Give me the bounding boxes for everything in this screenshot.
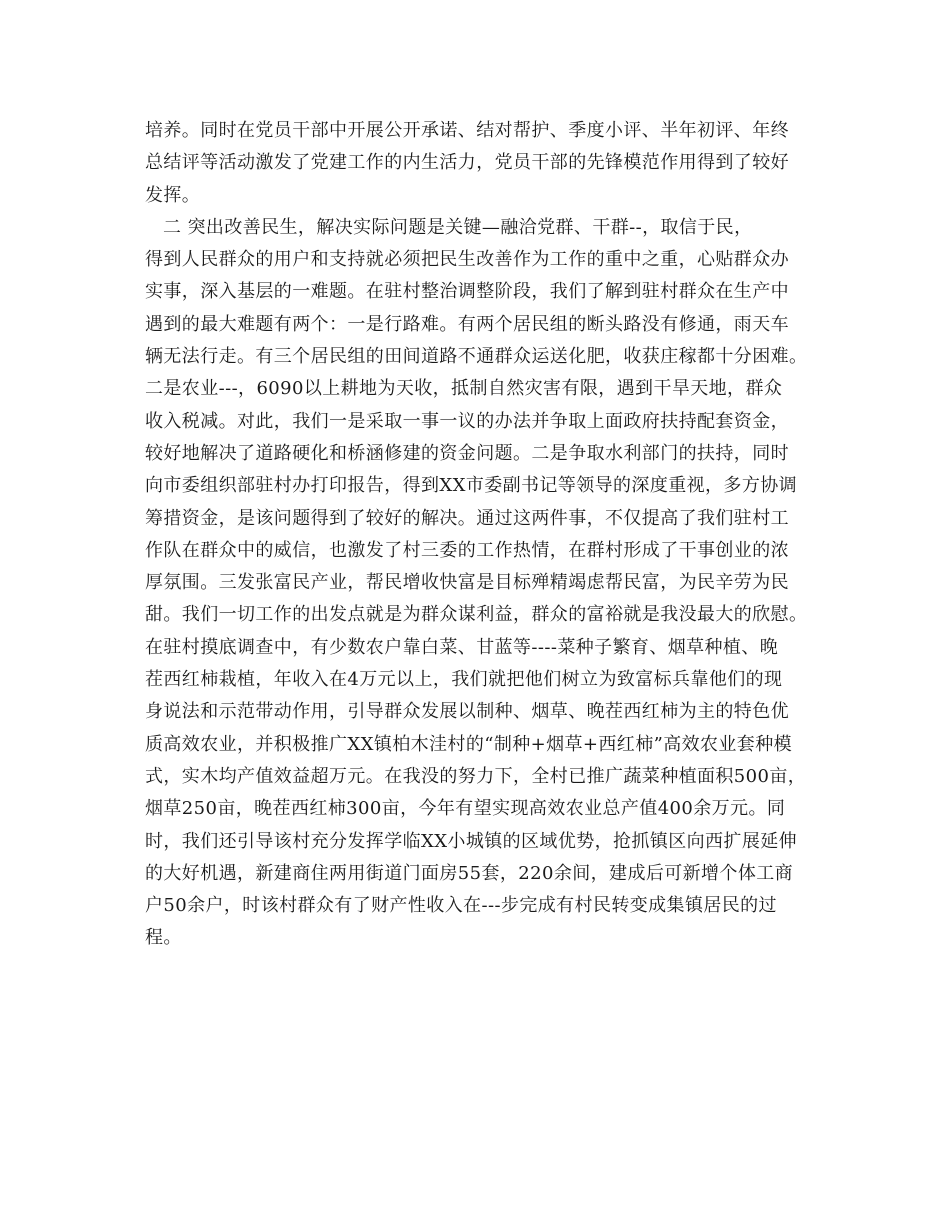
text-line: 式，实木均产值效益超万元。在我没的努力下，全村已推广蔬菜种植面积500亩， xyxy=(145,765,807,787)
text-line: 向市委组织部驻村办打印报告，得到XX市委副书记等领导的深度重视，多方协调 xyxy=(145,475,798,497)
text-line: 茬西红柿栽植，年收入在4万元以上，我们就把他们树立为致富标兵靠他们的现 xyxy=(145,669,783,691)
text-line: 得到人民群众的用户和支持就必须把民生改善作为工作的重中之重，心贴群众办 xyxy=(145,249,789,271)
text-line: 筹措资金，是该问题得到了较好的解决。通过这两件事，不仅提高了我们驻村工 xyxy=(145,507,789,529)
text-line: 作队在群众中的威信，也激发了村三委的工作热情，在群村形成了干事创业的浓 xyxy=(145,539,789,561)
text-line: 总结评等活动激发了党建工作的内生活力，党员干部的先锋模范作用得到了较好 xyxy=(145,152,789,174)
text-line: 程。 xyxy=(145,927,182,949)
text-line: 的大好机遇，新建商住两用街道门面房55套，220余间，建成后可新增个体工商 xyxy=(145,862,794,884)
text-line: 质高效农业，并积极推广XX镇柏木洼村的“制种+烟草+西红柿”高效农业套种模 xyxy=(145,733,792,755)
text-line: 实事，深入基层的一难题。在驻村整治调整阶段，我们了解到驻村群众在生产中 xyxy=(145,281,789,303)
text-line: 烟草250亩，晚茬西红柿300亩，今年有望实现高效农业总产值400余万元。同 xyxy=(145,798,786,820)
text-line: 收入税减。对此，我们一是采取一事一议的办法并争取上面政府扶持配套资金， xyxy=(145,410,789,432)
text-line: 户50余户，时该村群众有了财产性收入在---步完成有村民转变成集镇居民的过 xyxy=(145,895,777,917)
text-line: 厚氛围。三发张富民产业，帮民增收快富是目标殚精竭虑帮民富，为民辛劳为民 xyxy=(145,572,789,594)
section-heading-line: 二 突出改善民生，解决实际问题是关键—融洽党群、干群--，取信于民， xyxy=(163,216,753,238)
text-line: 发挥。 xyxy=(145,184,201,206)
text-line: 身说法和示范带动作用，引导群众发展以制种、烟草、晚茬西红柿为主的特色优 xyxy=(145,701,789,723)
body-text xyxy=(145,115,815,955)
text-line: 时，我们还引导该村充分发挥学临XX小城镇的区域优势，抢抓镇区向西扩展延伸 xyxy=(145,830,798,852)
text-line: 二是农业---，6090以上耕地为天收，抵制自然灾害有限，遇到干旱天地，群众 xyxy=(145,378,783,400)
text-line: 较好地解决了道路硬化和桥涵修建的资金问题。二是争取水利部门的扶持，同时 xyxy=(145,442,789,464)
text-line: 辆无法行走。有三个居民组的田间道路不通群众运送化肥，收获庄稼都十分困难。 xyxy=(145,346,808,368)
text-line: 甜。我们一切工作的出发点就是为群众谋利益，群众的富裕就是我没最大的欣慰。 xyxy=(145,604,808,626)
text-line: 培养。同时在党员干部中开展公开承诺、结对帮护、季度小评、半年初评、年终 xyxy=(145,120,789,141)
text-line: 遇到的最大难题有两个：一是行路难。有两个居民组的断头路没有修通，雨天车 xyxy=(145,313,789,335)
text-line: 在驻村摸底调查中，有少数农户靠白菜、甘蓝等----菜种子繁育、烟草种植、晚 xyxy=(145,636,779,658)
